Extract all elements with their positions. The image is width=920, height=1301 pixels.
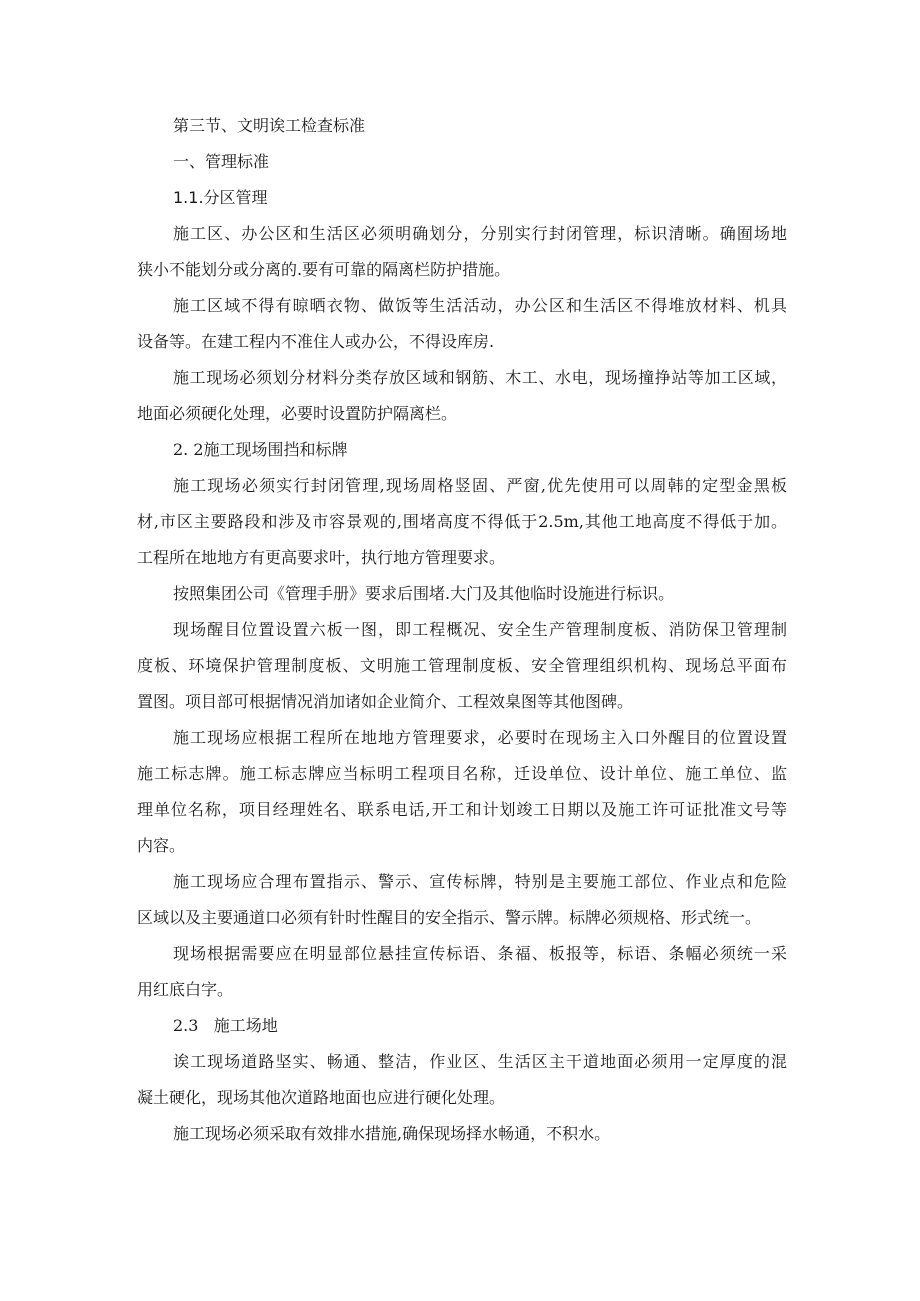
paragraph-line: 设备等。在建工程内不准住人或办公，不得设库房. <box>137 332 495 351</box>
paragraph-7 <box>137 720 787 864</box>
paragraph-line: 用红底白字。 <box>137 980 234 999</box>
paragraph-8 <box>137 864 787 936</box>
paragraph-line: 施工区、办公区和生活区必须明确划分，分别实行封闭管理，标识清晰。确囿场地 <box>173 224 787 243</box>
paragraph-line: 度板、环境保护管理制度板、文明施工管理制度板、安全管理组织机构、现场总平面布 <box>137 656 787 675</box>
paragraph-line: 材,市区主要路段和涉及市容景观的,围堵高度不得低于2.5m,其他工地高度不得低于加。 <box>137 512 787 531</box>
paragraph-line: 施工现场必须划分材料分类存放区域和钢筋、木工、水电，现场撞挣站等加工区域， <box>173 368 787 387</box>
paragraph-line: 凝土硬化，现场其他次道路地面也应进行硬化处理。 <box>137 1088 506 1107</box>
paragraph-line: 工程所在地地方有更高要求叶，执行地方管理要求。 <box>137 548 506 567</box>
paragraph-3 <box>137 360 787 432</box>
subheading-zone-management: 1.1.分区管理 <box>173 188 268 207</box>
paragraph-line: 现场根据需要应在明显部位悬挂宣传标语、条福、板报等，标语、条幅必须统一采 <box>173 944 787 963</box>
paragraph-line: 按照集团公司《管理手册》要求后围堵.大门及其他临时设施进行标识。 <box>173 584 675 603</box>
paragraph-line: 施工现场必须实行封闭管理,现场周格竖固、严窗,优先使用可以周韩的定型金黑板 <box>173 476 787 495</box>
section-title: 第三节、文明诶工检查标准 <box>173 116 366 135</box>
paragraph-5 <box>137 576 787 612</box>
heading-management-standards: 一、管理标准 <box>173 152 270 171</box>
paragraph-1 <box>137 216 787 288</box>
paragraph-11 <box>137 1116 787 1152</box>
paragraph-line: 现场醒目位置设置六板一图，即工程概况、安全生产管理制度板、消防保卫管理制 <box>173 620 787 639</box>
paragraph-line: 地面必须硬化处理，必要时设置防护隔离栏。 <box>137 404 458 423</box>
paragraph-line: 内容。 <box>137 836 186 855</box>
subheading-construction-site: 2.3 施工场地 <box>173 1016 278 1035</box>
paragraph-6 <box>137 612 787 720</box>
paragraph-line: 置图。项目部可根据情况消加诸如企业简介、工程效臬图等其他图碑。 <box>137 692 634 711</box>
paragraph-line: 施工现场应根据工程所在地地方管理要求，必要时在现场主入口外醒目的位置设置 <box>173 728 787 747</box>
subheading-site-fencing-signage: 2. 2施工现场围挡和标牌 <box>173 440 348 459</box>
paragraph-9 <box>137 936 787 1008</box>
paragraph-line: 理单位名称，项目经理姓名、联系电话,开工和计划竣工日期以及施工许可证批准文号等 <box>137 800 787 819</box>
paragraph-4 <box>137 468 787 576</box>
document-page <box>137 108 787 1152</box>
paragraph-line: 诶工现场道路坚实、畅通、整洁，作业区、生活区主干道地面必须用一定厚度的混 <box>173 1052 787 1071</box>
paragraph-line: 区域以及主要通道口必须有针时性醒目的安全指示、警示牌。标牌必须规格、形式统一。 <box>137 908 762 927</box>
paragraph-2 <box>137 288 787 360</box>
paragraph-line: 施工区域不得有晾晒衣物、做饭等生活活动，办公区和生活区不得堆放材料、机具 <box>173 296 787 315</box>
paragraph-line: 施工现场必须采取有效排水措施,确保现场择水畅通，不积水。 <box>173 1124 611 1143</box>
paragraph-line: 施工现场应合理布置指示、警示、宣传标牌，特别是主要施工部位、作业点和危险 <box>173 872 787 891</box>
paragraph-line: 狭小不能划分或分离的.要有可靠的隔离栏防护措施。 <box>137 260 511 279</box>
paragraph-10 <box>137 1044 787 1116</box>
paragraph-line: 施工标志牌。施工标志牌应当标明工程项目名称，迁设单位、设计单位、施工单位、监 <box>137 764 787 783</box>
